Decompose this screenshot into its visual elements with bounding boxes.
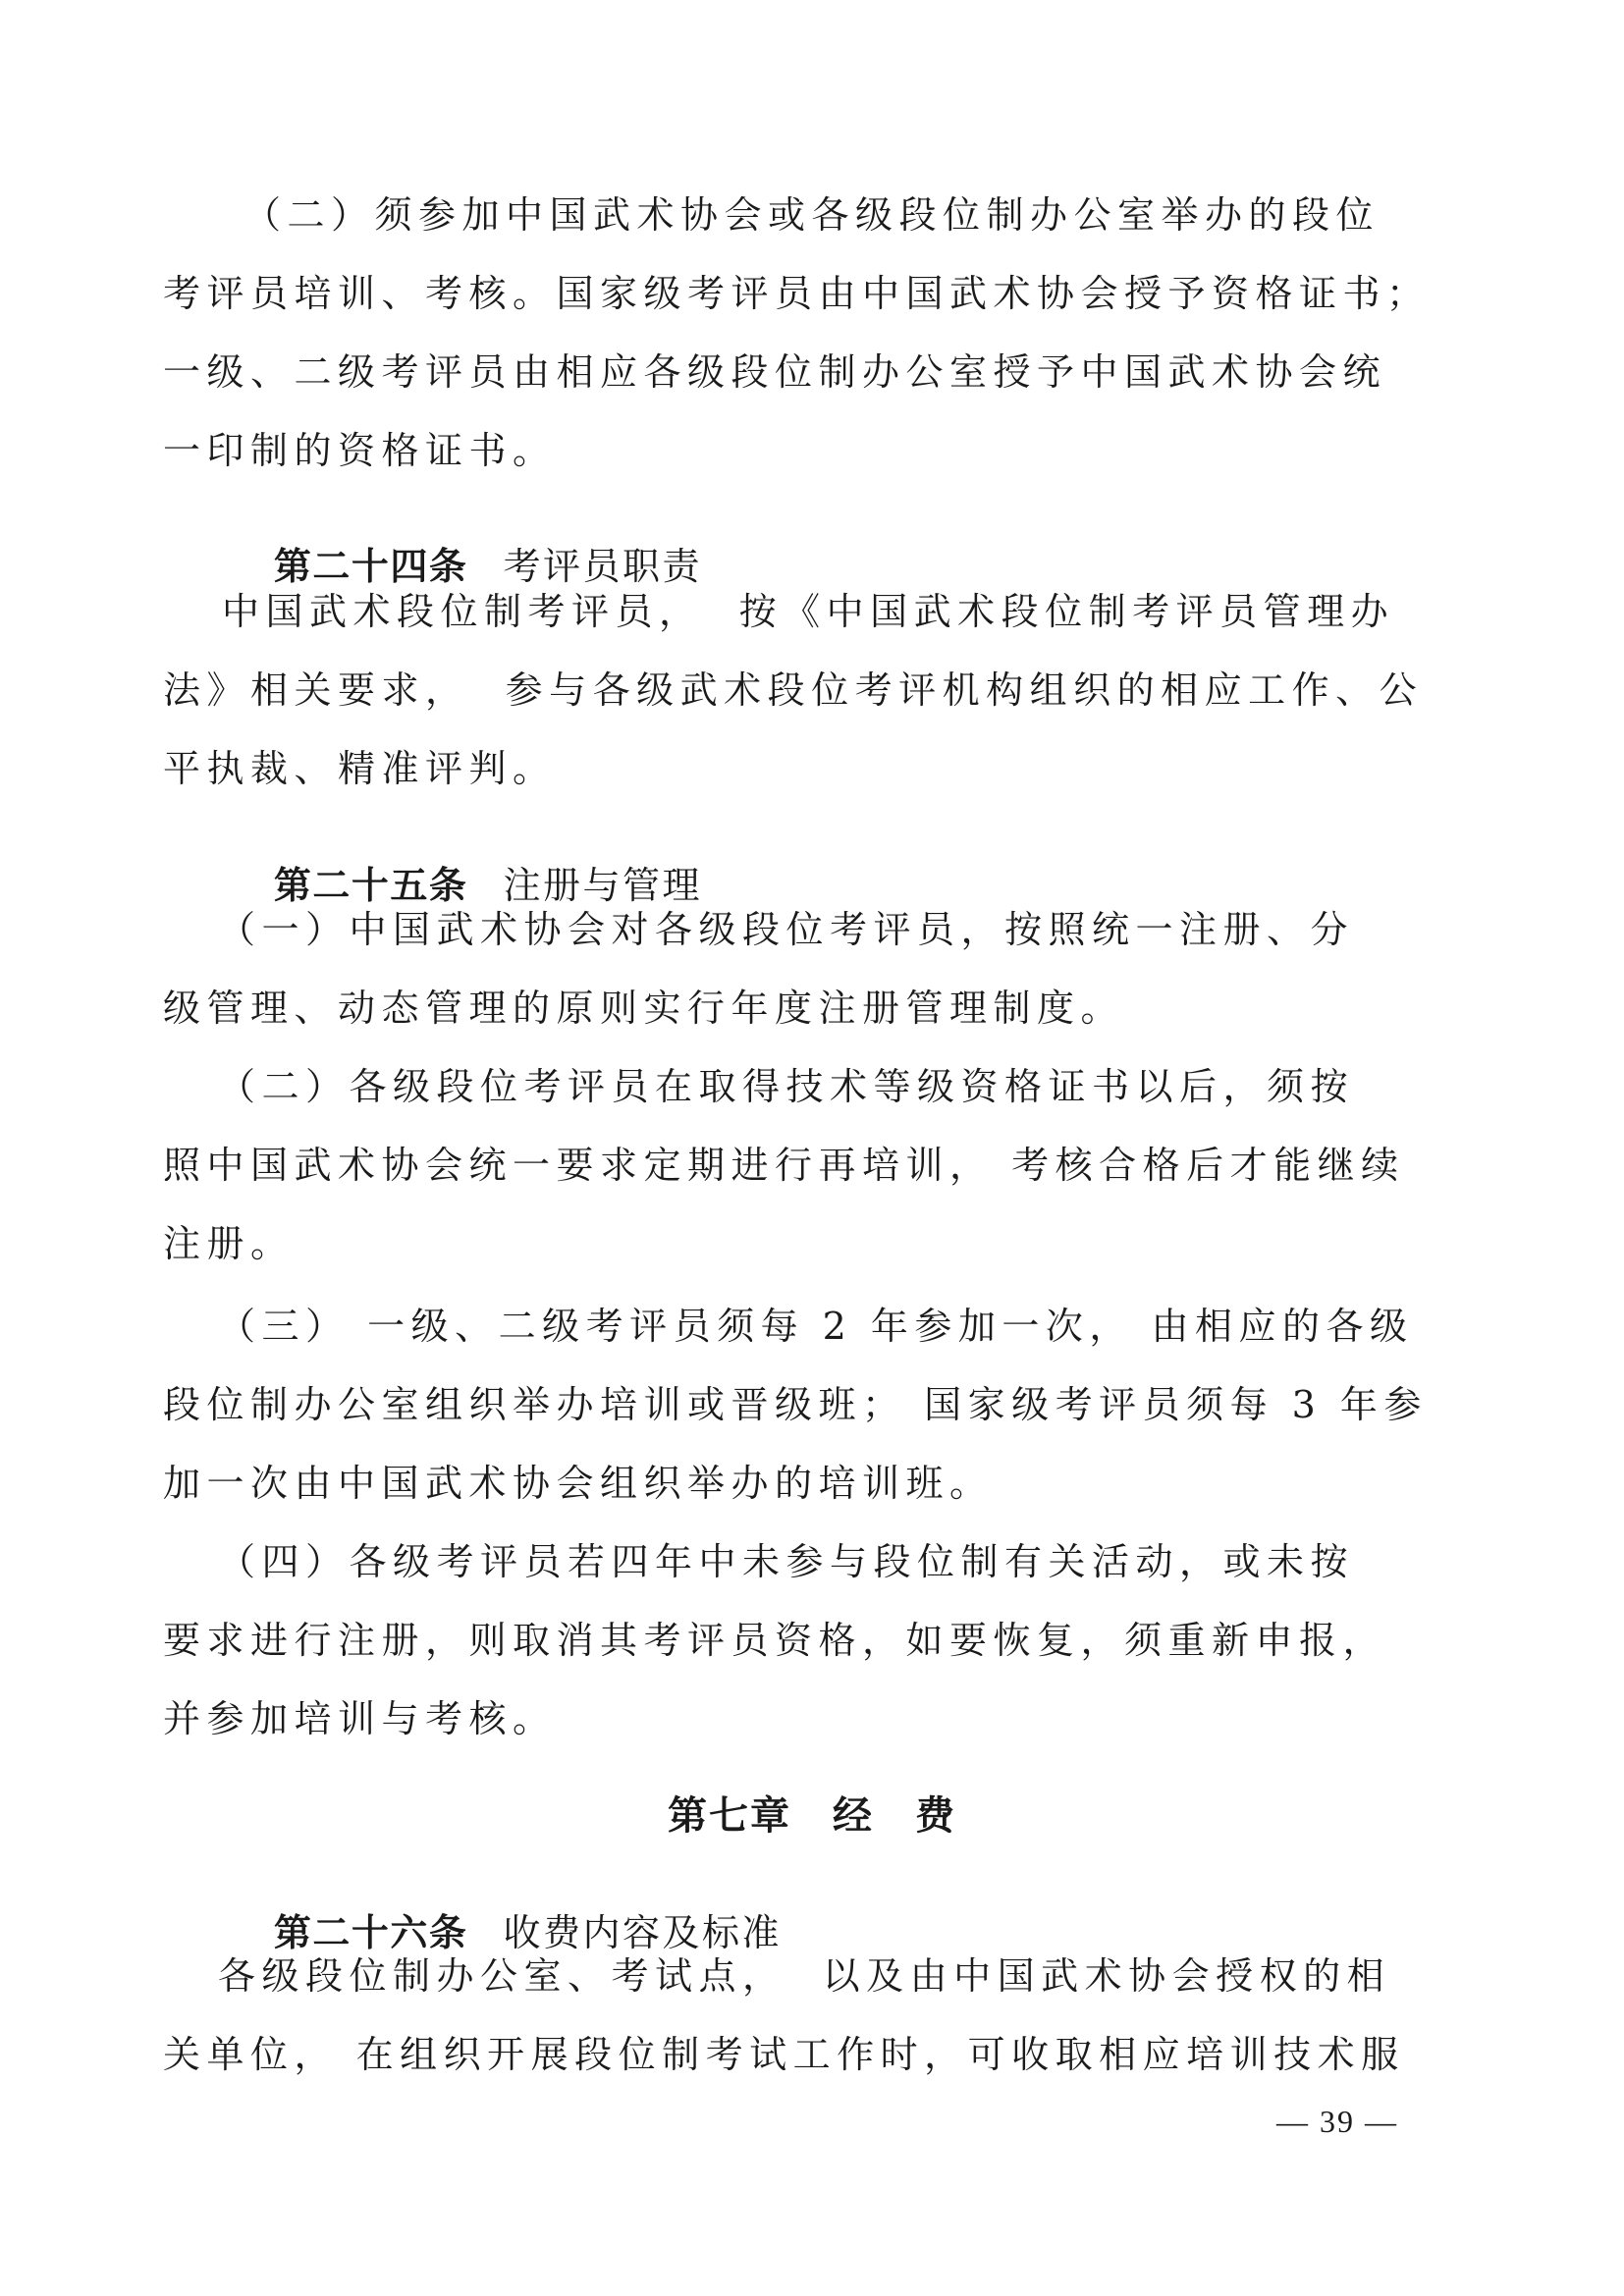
paragraph-line: 一印制的资格证书。 <box>163 429 557 472</box>
article-number: 第二十五条 <box>273 864 468 907</box>
paragraph-line: 照中国武术协会统一要求定期进行再培训， 考核合格后才能继续 <box>163 1144 1405 1187</box>
article-title: 考评员职责 <box>503 545 702 588</box>
paragraph-line: 段位制办公室组织举办培训或晋级班； 国家级考评员须每 3 年参 <box>163 1383 1428 1426</box>
paragraph-line: （四）各级考评员若四年中未参与段位制有关活动，或未按 <box>218 1540 1355 1583</box>
article-number: 第二十六条 <box>273 1911 468 1954</box>
paragraph-line: 平执裁、精准评判。 <box>163 747 557 790</box>
chapter-heading: 第七章 经 费 <box>668 1793 956 1839</box>
paragraph-line: 注册。 <box>163 1222 295 1265</box>
paragraph-line: （三） 一级、二级考评员须每 2 年参加一次， 由相应的各级 <box>218 1305 1414 1348</box>
paragraph-line: 法》相关要求， 参与各级武术段位考评机构组织的相应工作、公 <box>163 668 1424 712</box>
paragraph-line: 级管理、动态管理的原则实行年度注册管理制度。 <box>163 987 1125 1030</box>
paragraph-line: 关单位， 在组织开展段位制考试工作时，可收取相应培训技术服 <box>163 2033 1405 2076</box>
page-number: — 39 — <box>1276 2104 1398 2139</box>
paragraph-line: （二）须参加中国武术协会或各级段位制办公室举办的段位 <box>244 193 1380 237</box>
paragraph-line: （一）中国武术协会对各级段位考评员，按照统一注册、分 <box>218 908 1355 951</box>
article-title: 收费内容及标准 <box>503 1911 782 1954</box>
paragraph-line: 各级段位制办公室、考试点， 以及由中国武术协会授权的相 <box>218 1954 1391 1998</box>
article-number: 第二十四条 <box>273 545 468 588</box>
paragraph-line: （二）各级段位考评员在取得技术等级资格证书以后，须按 <box>218 1065 1355 1108</box>
article-title: 注册与管理 <box>503 864 702 907</box>
paragraph-line: 要求进行注册，则取消其考评员资格，如要恢复，须重新申报， <box>163 1619 1387 1662</box>
paragraph-line: 考评员培训、考核。国家级考评员由中国武术协会授予资格证书； <box>163 272 1431 315</box>
paragraph-line: 一级、二级考评员由相应各级段位制办公室授予中国武术协会统 <box>163 350 1387 394</box>
paragraph-line: 并参加培训与考核。 <box>163 1697 557 1740</box>
paragraph-line: 加一次由中国武术协会组织举办的培训班。 <box>163 1462 994 1505</box>
paragraph-line: 中国武术段位制考评员， 按《中国武术段位制考评员管理办 <box>222 590 1395 633</box>
